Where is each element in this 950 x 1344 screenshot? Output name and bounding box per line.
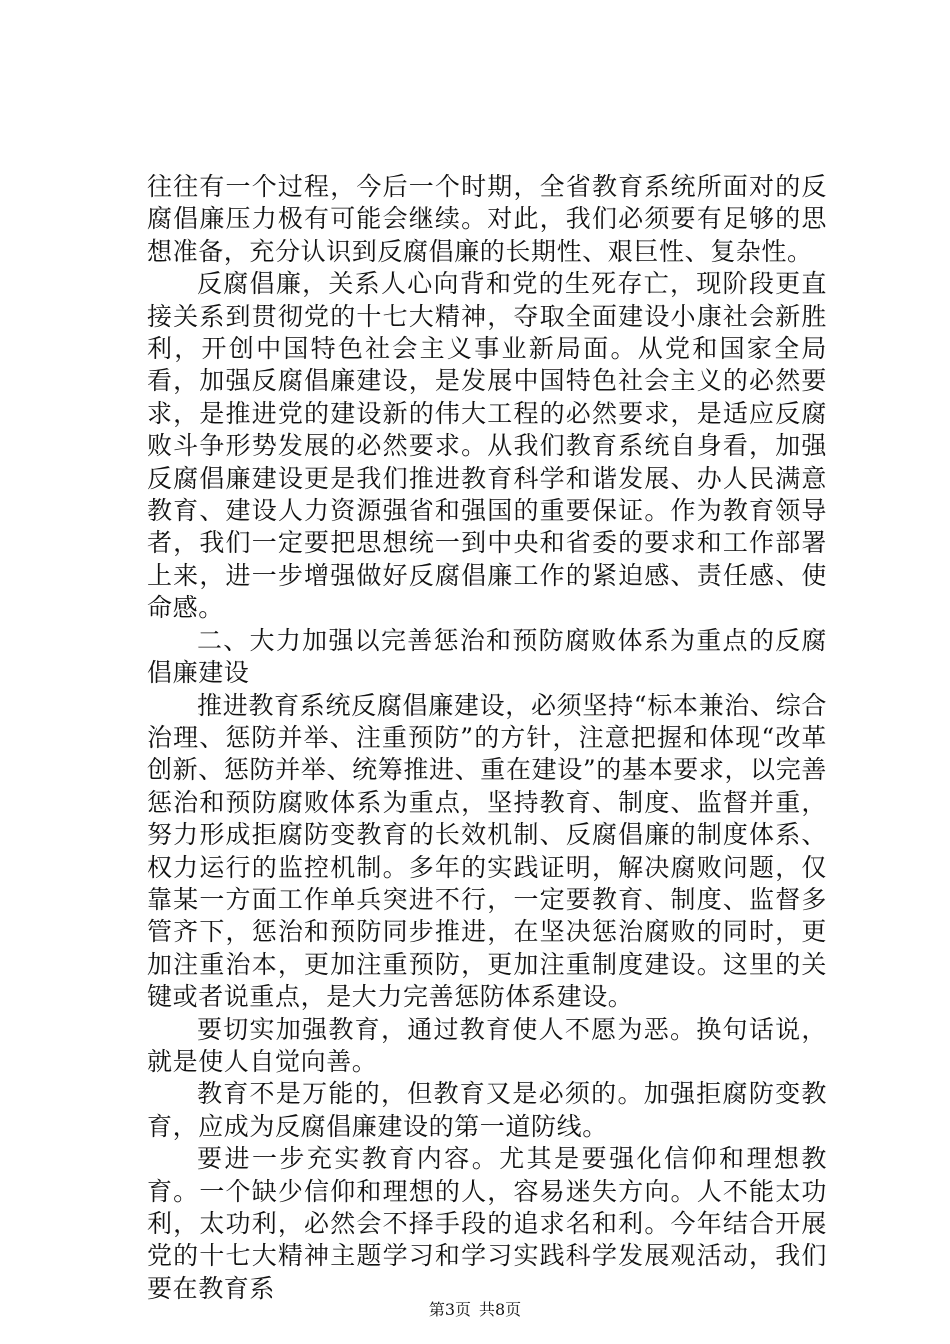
paragraph-5: 教育不是万能的，但教育又是必须的。加强拒腐防变教育，应成为反腐倡廉建设的第一道防线。 [147,1079,827,1141]
document-body [147,171,827,1305]
section-heading: 二、大力加强以完善惩治和预防腐败体系为重点的反腐倡廉建设 [147,625,827,688]
page-total: 共8页 [479,1300,522,1319]
page-number: 第3页 [428,1300,471,1319]
paragraph-1: 往往有一个过程，今后一个时期，全省教育系统所面对的反腐倡廉压力极有可能会继续。对此，我们必须要有足够的思想准备，充分认识到反腐倡廉的长期性、艰巨性、复杂性。 [147,172,827,266]
paragraph-2: 反腐倡廉，关系人心向背和党的生死存亡，现阶段更直接关系到贯彻党的十七大精神，夺取全面建设小康社会新胜利，开创中国特色社会主义事业新局面。从党和国家全局看，加强反腐倡廉建设，是发展中国特色社会主义的必然要求，是推进党的建设新的伟大工程的必然要求，是适应反腐败斗争形势发展的必然要求。从我们教育系统自身看，加强反腐倡廉建设更是我们推进教育科学和谐发展、办人民满意教育、建设人力资源强省和强国的重要保证。作为教育领导者，我们一定要把思想统一到中央和省委的要求和工作部署上来，进一步增强做好反腐倡廉工作的紧迫感、责任感、使命感。 [147,269,827,623]
paragraph-6: 要进一步充实教育内容。尤其是要强化信仰和理想教育。一个缺少信仰和理想的人，容易迷失方向。人不能太功利，太功利，必然会不择手段的追求名和利。今年结合开展党的十七大精神主题学习和学习实践科学发展观活动，我们要在教育系 [147,1144,827,1303]
paragraph-4: 要切实加强教育，通过教育使人不愿为恶。换句话说，就是使人自觉向善。 [147,1014,827,1076]
page-footer [0,1300,950,1320]
paragraph-3: 推进教育系统反腐倡廉建设，必须坚持“标本兼治、综合治理、惩防并举、注重预防”的方针，注意把握和体现“改革创新、惩防并举、统筹推进、重在建设”的基本要求，以完善惩治和预防腐败体系为重点，坚持教育、制度、监督并重，努力形成拒腐防变教育的长效机制、反腐倡廉的制度体系、权力运行的监控机制。多年的实践证明，解决腐败问题，仅靠某一方面工作单兵突进不行，一定要教育、制度、监督多管齐下，惩治和预防同步推进，在坚决惩治腐败的同时，更加注重治本，更加注重预防，更加注重制度建设。这里的关键或者说重点，是大力完善惩防体系建设。 [147,690,827,1012]
